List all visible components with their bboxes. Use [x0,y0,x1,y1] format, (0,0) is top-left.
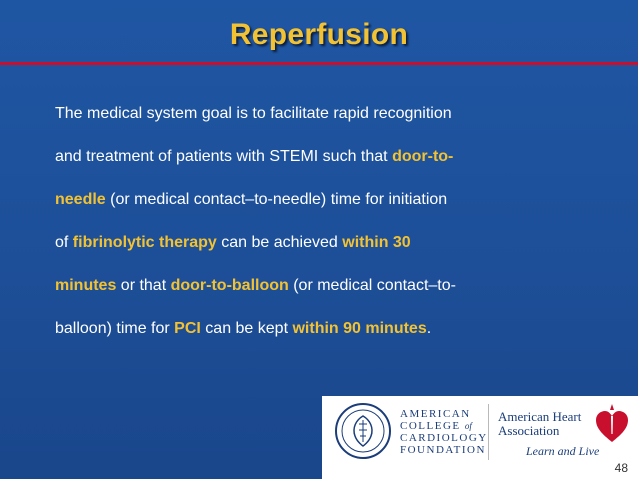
acc-line2: COLLEGE [400,420,461,432]
body-text-segment: and treatment of patients with STEMI such that [55,148,393,165]
body-text-segment: (or medical contact–to- [288,277,456,294]
body-text-segment: The medical system goal is to facilitate rapid recognition [55,105,452,122]
body-text-segment: (or medical contact–to-needle) time for initiation [105,191,448,208]
body-line [55,135,615,178]
acc-wordmark [400,408,488,456]
aha-tagline: Learn and Live [526,444,600,458]
highlight-text: door-to- [392,148,454,165]
body-text-segment: . [426,320,432,337]
aha-line2: Association [498,423,560,438]
aha-line1: American Heart [498,409,582,424]
highlight-text: needle [55,191,106,208]
logo-divider [488,404,489,460]
heart-torch-icon [594,404,630,444]
body-text-segment: can be kept [200,320,293,337]
highlight-text: minutes [55,277,117,294]
title-divider [0,62,638,65]
aha-wordmark [498,410,581,438]
acc-seal-icon [334,402,392,460]
highlight-text: within 90 minutes [292,320,427,337]
logo-bar [322,396,638,479]
highlight-text: PCI [174,320,201,337]
body-text-segment: of [55,234,73,251]
body-line [55,221,615,264]
highlight-text: fibrinolytic therapy [72,234,217,251]
slide-title: Reperfusion [229,18,409,51]
body-line [55,264,615,307]
acc-line3: CARDIOLOGY [400,432,488,444]
body-line [55,92,615,135]
body-text-segment: balloon) time for [55,320,175,337]
body-line [55,307,615,350]
body-text-segment: or that [116,277,171,294]
highlight-text: door-to-balloon [170,277,289,294]
body-line [55,178,615,221]
body-text-segment: can be achieved [216,234,343,251]
slide-body [55,92,615,350]
page-number: 48 [614,461,628,475]
acc-line4: FOUNDATION [400,444,486,456]
acc-line2-of: of [464,421,472,431]
acc-line1: AMERICAN [400,408,471,420]
highlight-text: within 30 [342,234,411,251]
